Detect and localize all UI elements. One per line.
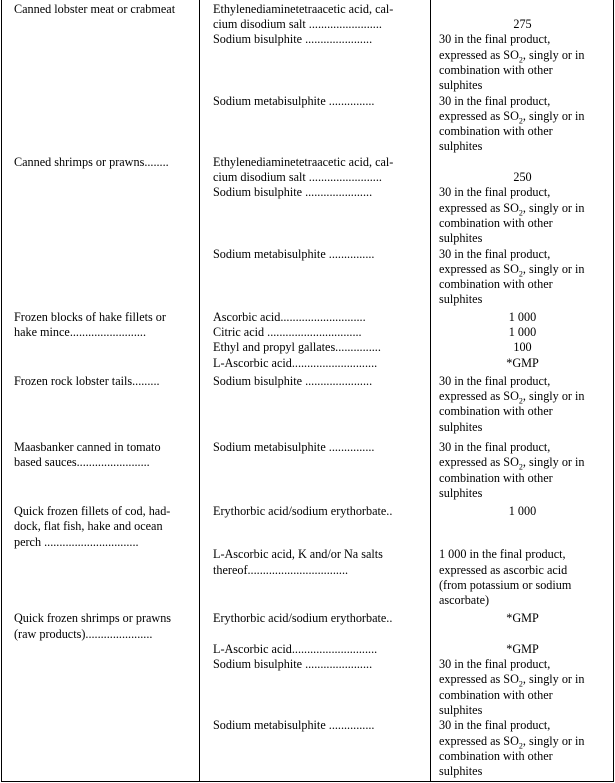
- additive-name: Sodium metabisulphite ...............: [213, 718, 375, 732]
- limit-value: 30 in the final product,: [439, 718, 551, 732]
- limit-value: 30 in the final product,: [439, 440, 551, 454]
- limit-value: 30 in the final product,: [439, 94, 551, 108]
- limit-value: expressed as $SO_2$, singly or in: [439, 389, 585, 406]
- limit-value: ascorbate): [439, 593, 490, 607]
- limit-value: *GMP: [506, 356, 539, 370]
- food-name: perch ...............................: [14, 535, 139, 549]
- limit-value: expressed as $SO_2$, singly or in: [439, 672, 585, 689]
- limit-value: combination with other: [439, 688, 553, 702]
- food-name: (raw products)......................: [14, 627, 153, 641]
- limit-value: combination with other: [439, 124, 553, 138]
- food-name: based sauces........................: [14, 455, 150, 469]
- limit-value: expressed as ascorbic acid: [439, 563, 568, 577]
- limit-value: sulphites: [439, 486, 483, 500]
- food-name: Canned lobster meat or crabmeat: [14, 2, 176, 16]
- additive-name: Sodium metabisulphite ...............: [213, 94, 375, 108]
- additive-name: Ethylenediaminetetraacetic acid, cal-: [213, 155, 394, 169]
- additive-name: Sodium bisulphite ......................: [213, 185, 373, 199]
- limit-value: 30 in the final product,: [439, 374, 551, 388]
- limit-value: *GMP: [506, 642, 539, 656]
- additive-name: L-Ascorbic acid............................: [213, 356, 378, 370]
- limit-value: combination with other: [439, 471, 553, 485]
- limit-value: 30 in the final product,: [439, 247, 551, 261]
- limit-value: sulphites: [439, 703, 483, 717]
- food-name: Quick frozen fillets of cod, had-: [14, 504, 171, 518]
- additive-name: cium disodium salt ........................: [213, 17, 382, 31]
- limit-value: 275: [513, 17, 532, 31]
- food-name: hake mince.........................: [14, 325, 147, 339]
- food-name: Frozen rock lobster tails.........: [14, 374, 160, 388]
- additive-name: Sodium bisulphite ......................: [213, 657, 373, 671]
- limit-value: expressed as $SO_2$, singly or in: [439, 109, 585, 126]
- additive-name: L-Ascorbic acid, K and/or Na salts: [213, 547, 383, 561]
- limit-value: combination with other: [439, 216, 553, 230]
- limit-value: sulphites: [439, 764, 483, 778]
- limit-value: combination with other: [439, 749, 553, 763]
- additive-name: Sodium metabisulphite ...............: [213, 247, 375, 261]
- limit-value: expressed as $SO_2$, singly or in: [439, 201, 585, 218]
- limit-value: (from potassium or sodium: [439, 578, 572, 592]
- limit-value: 100: [513, 340, 532, 354]
- food-name: Maasbanker canned in tomato: [14, 440, 161, 454]
- limit-value: combination with other: [439, 63, 553, 77]
- additive-name: Ascorbic acid............................: [213, 310, 366, 324]
- limit-value: combination with other: [439, 404, 553, 418]
- additive-name: Ethyl and propyl gallates...............: [213, 340, 381, 354]
- limit-value: 1 000: [508, 310, 537, 324]
- additive-name: L-Ascorbic acid............................: [213, 642, 378, 656]
- limit-value: 30 in the final product,: [439, 185, 551, 199]
- additive-name: Citric acid ...............................: [213, 325, 362, 339]
- limit-value: sulphites: [439, 231, 483, 245]
- limit-value: combination with other: [439, 277, 553, 291]
- food-name: dock, flat fish, hake and ocean: [14, 519, 163, 533]
- limit-value: sulphites: [439, 78, 483, 92]
- limit-value: 1 000: [508, 325, 537, 339]
- limit-value: 30 in the final product,: [439, 32, 551, 46]
- additive-name: Sodium metabisulphite ...............: [213, 440, 375, 454]
- additive-name: Erythorbic acid/sodium erythorbate..: [213, 504, 393, 518]
- additive-name: Sodium bisulphite ......................: [213, 32, 373, 46]
- limit-value: 1 000: [508, 504, 537, 518]
- limit-value: 250: [513, 170, 532, 184]
- food-name: Quick frozen shrimps or prawns: [14, 611, 172, 625]
- food-name: Frozen blocks of hake fillets or: [14, 310, 166, 324]
- additive-name: cium disodium salt ........................: [213, 170, 382, 184]
- limit-value: sulphites: [439, 139, 483, 153]
- limit-value: expressed as $SO_2$, singly or in: [439, 48, 585, 65]
- column-divider: [199, 0, 200, 781]
- food-name: Canned shrimps or prawns........: [14, 155, 169, 169]
- additives-table: [1, 0, 614, 782]
- limit-value: sulphites: [439, 292, 483, 306]
- additive-name: Erythorbic acid/sodium erythorbate..: [213, 611, 393, 625]
- limit-value: *GMP: [506, 611, 539, 625]
- limit-value: 1 000 in the final product,: [439, 547, 566, 561]
- limit-value: expressed as $SO_2$, singly or in: [439, 262, 585, 279]
- additive-name: thereof.................................: [213, 563, 349, 577]
- limit-value: expressed as $SO_2$, singly or in: [439, 455, 585, 472]
- limit-value: expressed as $SO_2$, singly or in: [439, 734, 585, 751]
- additive-name: Sodium bisulphite ......................: [213, 374, 373, 388]
- column-divider: [430, 0, 431, 781]
- limit-value: 30 in the final product,: [439, 657, 551, 671]
- limit-value: sulphites: [439, 420, 483, 434]
- additive-name: Ethylenediaminetetraacetic acid, cal-: [213, 2, 394, 16]
